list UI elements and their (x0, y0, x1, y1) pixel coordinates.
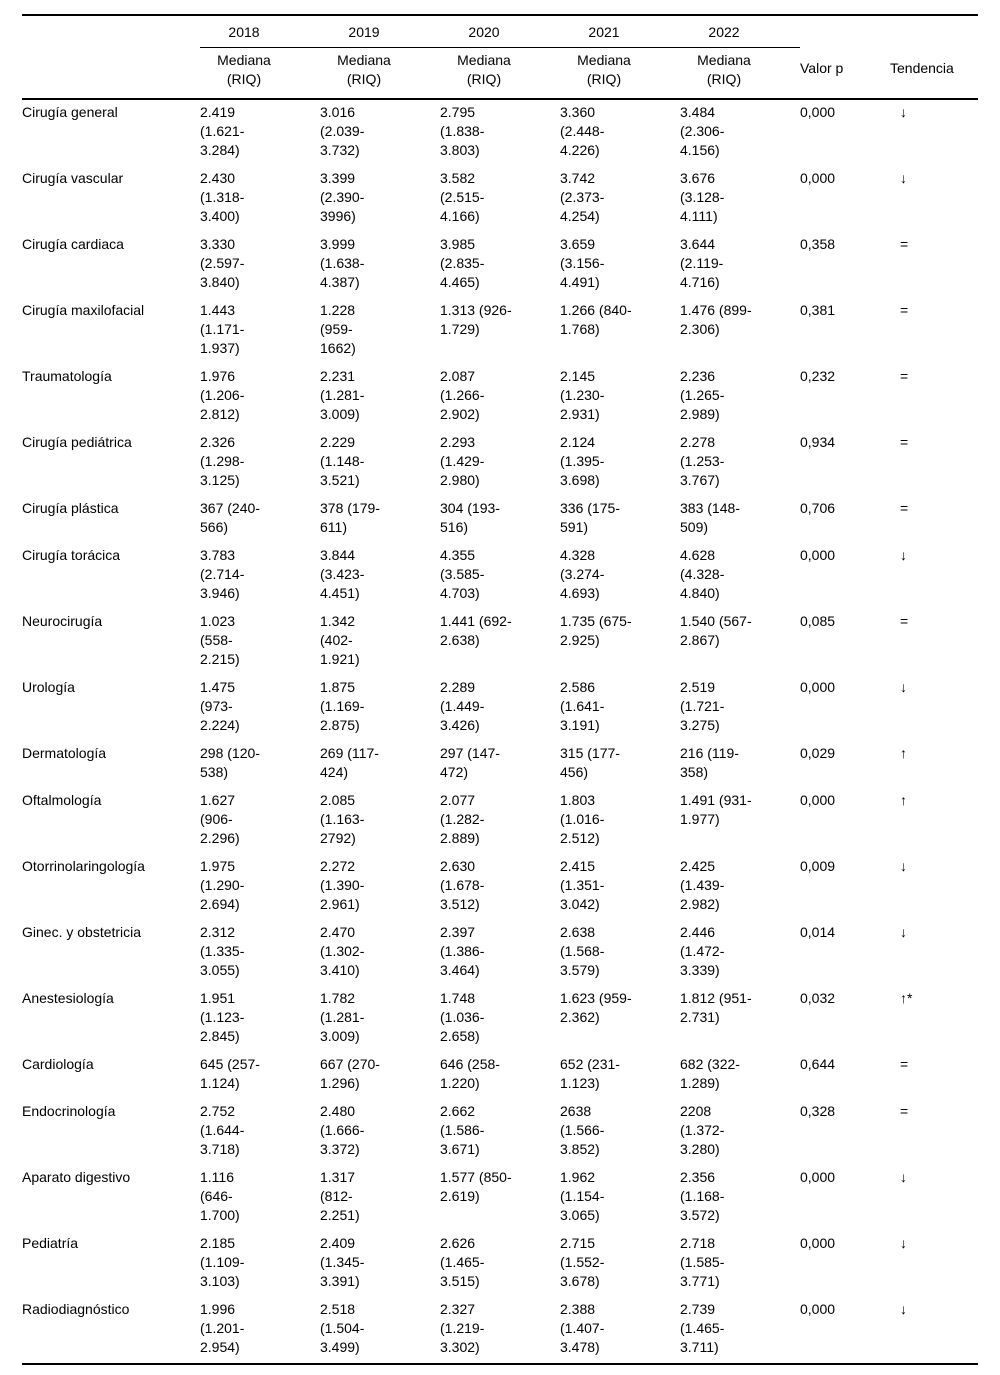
median-cell-2020: 2.397 (1.386-3.464) (440, 924, 485, 978)
blank-cell (800, 15, 890, 48)
trend-cell: ↑ (900, 745, 907, 761)
trend-header: Tendencia (890, 48, 978, 100)
trend-cell: = (900, 1056, 909, 1072)
trend-cell: = (900, 434, 909, 450)
specialty-name-cell: Otorrinolaringología (22, 858, 145, 874)
document-page (0, 14, 1000, 1375)
median-cell-2021: 2.124 (1.395-3.698) (560, 434, 605, 488)
median-cell-2022: 3.644 (2.119-4.716) (680, 236, 724, 290)
median-cell-2018: 1.951 (1.123-2.845) (200, 990, 245, 1044)
blank-cell (890, 15, 978, 48)
specialty-name-cell: Traumatología (22, 368, 112, 384)
median-cell-2022: 4.628 (4.328-4.840) (680, 547, 725, 601)
trend-cell: ↓ (900, 1235, 907, 1251)
p-value-cell: 0,000 (800, 679, 836, 695)
median-cell-2018: 2.419 (1.621-3.284) (200, 104, 245, 158)
median-cell-2020: 2.327 (1.219-3.302) (440, 1301, 485, 1355)
median-cell-2019: 3.016 (2.039-3.732) (320, 104, 365, 158)
table-body (22, 99, 978, 1364)
median-cell-2021: 2.388 (1.407-3.478) (560, 1301, 605, 1355)
trend-cell: = (900, 368, 909, 384)
p-value-cell: 0,000 (800, 104, 836, 120)
year-header-2022: 2022 (680, 15, 800, 48)
year-header-2019: 2019 (320, 15, 440, 48)
median-cell-2019: 2.231 (1.281-3.009) (320, 368, 365, 422)
median-cell-2020: 2.630 (1.678-3.512) (440, 858, 485, 912)
median-cell-2022: 3.484 (2.306-4.156) (680, 104, 725, 158)
median-cell-2018: 3.783 (2.714-3.946) (200, 547, 245, 601)
specialty-name-cell: Anestesiología (22, 990, 114, 1006)
median-cell-2021: 3.659 (3.156-4.491) (560, 236, 605, 290)
median-cell-2020: 4.355 (3.585-4.703) (440, 547, 485, 601)
median-cell-2020: 1.748 (1.036-2.658) (440, 990, 485, 1044)
median-cell-2022: 2.236 (1.265-2.989) (680, 368, 725, 422)
table-row (22, 741, 978, 788)
median-cell-2021: 3.360 (2.448-4.226) (560, 104, 605, 158)
table-row (22, 99, 978, 166)
p-value-cell: 0,000 (800, 1235, 836, 1251)
specialty-name-cell: Cirugía maxilofacial (22, 302, 145, 318)
table-row (22, 1052, 978, 1099)
median-cell-2019: 2.272 (1.390-2.961) (320, 858, 365, 912)
median-riq-header: Mediana (RIQ) (200, 48, 320, 100)
year-header-2021: 2021 (560, 15, 680, 48)
specialty-name-cell: Ginec. y obstetricia (22, 924, 142, 940)
trend-cell: ↓ (900, 924, 907, 940)
trend-cell: ↓ (900, 1169, 907, 1185)
median-cell-2022: 1.476 (899-2.306) (680, 302, 752, 337)
blank-cell (22, 48, 200, 100)
median-cell-2019: 1.342 (402-1.921) (320, 613, 360, 667)
trend-cell: ↓ (900, 679, 907, 695)
median-cell-2019: 269 (117-424) (320, 745, 379, 780)
table-row (22, 298, 978, 364)
median-cell-2018: 645 (257-1.124) (200, 1056, 260, 1091)
median-cell-2020: 1.313 (926-1.729) (440, 302, 512, 337)
table-row (22, 364, 978, 430)
median-cell-2020: 2.077 (1.282-2.889) (440, 792, 485, 846)
median-cell-2021: 652 (231-1.123) (560, 1056, 620, 1091)
table-row (22, 1231, 978, 1297)
p-value-header: Valor p (800, 48, 890, 100)
p-value-cell: 0,032 (800, 990, 836, 1006)
table-row (22, 675, 978, 741)
median-cell-2021: 1.623 (959-2.362) (560, 990, 632, 1025)
trend-cell: = (900, 302, 909, 318)
median-cell-2020: 1.441 (692-2.638) (440, 613, 512, 648)
p-value-cell: 0,000 (800, 1169, 836, 1185)
median-cell-2018: 2.752 (1.644-3.718) (200, 1103, 245, 1157)
table-header (22, 15, 978, 99)
trend-cell: ↑ (900, 792, 907, 808)
median-cell-2019: 2.470 (1.302-3.410) (320, 924, 365, 978)
median-cell-2022: 2.739 (1.465-3.711) (680, 1301, 725, 1355)
median-cell-2021: 2638 (1.566-3.852) (560, 1103, 605, 1157)
table-row (22, 920, 978, 986)
trend-cell: ↑* (900, 990, 913, 1006)
median-cell-2019: 3.844 (3.423-4.451) (320, 547, 365, 601)
specialty-name-cell: Cirugía vascular (22, 170, 124, 186)
p-value-cell: 0,014 (800, 924, 836, 940)
median-cell-2021: 315 (177-456) (560, 745, 620, 780)
p-value-cell: 0,000 (800, 170, 836, 186)
specialty-name-cell: Aparato digestivo (22, 1169, 131, 1185)
median-cell-2018: 1.976 (1.206-2.812) (200, 368, 245, 422)
median-cell-2019: 2.518 (1.504-3.499) (320, 1301, 365, 1355)
median-cell-2022: 2.425 (1.439-2.982) (680, 858, 725, 912)
trend-cell: ↓ (900, 104, 907, 120)
median-riq-header: Mediana (RIQ) (440, 48, 560, 100)
p-value-cell: 0,381 (800, 302, 836, 318)
median-cell-2020: 2.293 (1.429-2.980) (440, 434, 485, 488)
median-cell-2020: 304 (193-516) (440, 500, 500, 535)
median-cell-2019: 667 (270-1.296) (320, 1056, 380, 1091)
table-row (22, 1165, 978, 1231)
table-row (22, 166, 978, 232)
specialty-name-cell: Cirugía general (22, 104, 118, 120)
median-cell-2022: 383 (148-509) (680, 500, 740, 535)
year-header-2018: 2018 (200, 15, 320, 48)
median-cell-2019: 1.782 (1.281-3.009) (320, 990, 365, 1044)
median-cell-2020: 2.795 (1.838-3.803) (440, 104, 485, 158)
median-cell-2021: 1.962 (1.154-3.065) (560, 1169, 605, 1223)
specialty-name-cell: Pediatría (22, 1235, 79, 1251)
median-riq-header: Mediana (RIQ) (680, 48, 800, 100)
median-cell-2022: 682 (322-1.289) (680, 1056, 740, 1091)
p-value-cell: 0,029 (800, 745, 836, 761)
specialty-name-cell: Oftalmología (22, 792, 102, 808)
p-value-cell: 0,328 (800, 1103, 836, 1119)
corner-blank-cell (22, 15, 200, 48)
p-value-cell: 0,644 (800, 1056, 836, 1072)
median-cell-2022: 2208 (1.372-3.280) (680, 1103, 725, 1157)
p-value-cell: 0,085 (800, 613, 836, 629)
p-value-cell: 0,000 (800, 1301, 836, 1317)
median-cell-2019: 1.875 (1.169-2.875) (320, 679, 365, 733)
median-cell-2018: 1.023 (558-2.215) (200, 613, 240, 667)
median-cell-2019: 1.228 (959-1662) (320, 302, 356, 356)
median-cell-2021: 2.638 (1.568-3.579) (560, 924, 605, 978)
median-cell-2022: 2.446 (1.472-3.339) (680, 924, 725, 978)
median-cell-2018: 1.996 (1.201-2.954) (200, 1301, 245, 1355)
specialty-name-cell: Cirugía pediátrica (22, 434, 132, 450)
median-cell-2018: 2.185 (1.109-3.103) (200, 1235, 245, 1289)
median-cell-2018: 1.116 (646-1.700) (200, 1169, 240, 1223)
median-cell-2018: 1.443 (1.171-1.937) (200, 302, 245, 356)
specialty-name-cell: Urología (22, 679, 75, 695)
subheader-row (22, 48, 978, 100)
median-cell-2021: 336 (175-591) (560, 500, 620, 535)
specialty-name-cell: Neurocirugía (22, 613, 103, 629)
median-cell-2020: 2.289 (1.449-3.426) (440, 679, 485, 733)
year-header-row (22, 15, 978, 48)
median-cell-2022: 2.278 (1.253-3.767) (680, 434, 725, 488)
table-row (22, 1297, 978, 1364)
median-cell-2019: 2.085 (1.163-2792) (320, 792, 365, 846)
table-row (22, 986, 978, 1052)
median-cell-2021: 2.145 (1.230-2.931) (560, 368, 605, 422)
median-cell-2020: 2.662 (1.586-3.671) (440, 1103, 485, 1157)
median-cell-2020: 297 (147-472) (440, 745, 500, 780)
p-value-cell: 0,232 (800, 368, 836, 384)
trend-cell: = (900, 500, 909, 516)
median-cell-2018: 367 (240-566) (200, 500, 260, 535)
median-cell-2022: 1.491 (931-1.977) (680, 792, 752, 827)
trend-cell: ↓ (900, 1301, 907, 1317)
median-cell-2020: 3.985 (2.835-4.465) (440, 236, 485, 290)
specialty-name-cell: Cirugía cardiaca (22, 236, 124, 252)
median-cell-2018: 2.312 (1.335-3.055) (200, 924, 245, 978)
median-cell-2021: 2.715 (1.552-3.678) (560, 1235, 605, 1289)
median-cell-2018: 3.330 (2.597-3.840) (200, 236, 245, 290)
median-cell-2022: 216 (119-358) (680, 745, 739, 780)
median-cell-2018: 1.475 (973-2.224) (200, 679, 240, 733)
median-cell-2022: 3.676 (3.128-4.111) (680, 170, 725, 224)
median-cell-2018: 2.430 (1.318-3.400) (200, 170, 245, 224)
trend-cell: ↓ (900, 858, 907, 874)
median-riq-header: Mediana (RIQ) (320, 48, 440, 100)
table-row (22, 609, 978, 675)
p-value-cell: 0,358 (800, 236, 836, 252)
table-row (22, 496, 978, 543)
p-value-cell: 0,706 (800, 500, 836, 516)
median-cell-2019: 3.399 (2.390-3996) (320, 170, 365, 224)
trend-cell: = (900, 1103, 909, 1119)
median-cell-2018: 2.326 (1.298-3.125) (200, 434, 245, 488)
median-cell-2020: 3.582 (2.515-4.166) (440, 170, 485, 224)
trend-cell: = (900, 236, 909, 252)
results-table (22, 14, 978, 1365)
trend-cell: ↓ (900, 547, 907, 563)
median-cell-2021: 1.266 (840-1.768) (560, 302, 632, 337)
median-cell-2021: 1.803 (1.016-2.512) (560, 792, 605, 846)
table-row (22, 788, 978, 854)
specialty-name-cell: Cirugía plástica (22, 500, 119, 516)
median-cell-2022: 2.718 (1.585-3.771) (680, 1235, 725, 1289)
median-cell-2020: 2.626 (1.465-3.515) (440, 1235, 485, 1289)
median-cell-2019: 2.480 (1.666-3.372) (320, 1103, 365, 1157)
median-cell-2020: 1.577 (850-2.619) (440, 1169, 512, 1204)
median-cell-2019: 2.409 (1.345-3.391) (320, 1235, 365, 1289)
median-cell-2019: 378 (179-611) (320, 500, 380, 535)
median-cell-2022: 1.812 (951-2.731) (680, 990, 752, 1025)
p-value-cell: 0,000 (800, 792, 836, 808)
median-cell-2019: 2.229 (1.148-3.521) (320, 434, 365, 488)
median-cell-2018: 1.975 (1.290-2.694) (200, 858, 245, 912)
median-riq-header: Mediana (RIQ) (560, 48, 680, 100)
specialty-name-cell: Endocrinología (22, 1103, 116, 1119)
median-cell-2018: 298 (120-538) (200, 745, 260, 780)
median-cell-2021: 4.328 (3.274-4.693) (560, 547, 605, 601)
specialty-name-cell: Cardiología (22, 1056, 94, 1072)
p-value-cell: 0,934 (800, 434, 836, 450)
specialty-name-cell: Radiodiagnóstico (22, 1301, 130, 1317)
median-cell-2022: 1.540 (567-2.867) (680, 613, 752, 648)
median-cell-2019: 1.317 (812-2.251) (320, 1169, 360, 1223)
trend-cell: = (900, 613, 909, 629)
median-cell-2020: 2.087 (1.266-2.902) (440, 368, 485, 422)
trend-cell: ↓ (900, 170, 907, 186)
specialty-name-cell: Dermatología (22, 745, 107, 761)
median-cell-2019: 3.999 (1.638-4.387) (320, 236, 365, 290)
table-row (22, 232, 978, 298)
table-row (22, 543, 978, 609)
median-cell-2022: 2.519 (1.721-3.275) (680, 679, 725, 733)
median-cell-2021: 1.735 (675-2.925) (560, 613, 632, 648)
median-cell-2021: 3.742 (2.373-4.254) (560, 170, 605, 224)
table-row (22, 854, 978, 920)
table-row (22, 1099, 978, 1165)
specialty-name-cell: Cirugía torácica (22, 547, 121, 563)
median-cell-2021: 2.586 (1.641-3.191) (560, 679, 605, 733)
median-cell-2020: 646 (258-1.220) (440, 1056, 500, 1091)
median-cell-2022: 2.356 (1.168-3.572) (680, 1169, 725, 1223)
table-row (22, 430, 978, 496)
median-cell-2021: 2.415 (1.351-3.042) (560, 858, 605, 912)
year-header-2020: 2020 (440, 15, 560, 48)
p-value-cell: 0,009 (800, 858, 836, 874)
median-cell-2018: 1.627 (906-2.296) (200, 792, 240, 846)
p-value-cell: 0,000 (800, 547, 836, 563)
